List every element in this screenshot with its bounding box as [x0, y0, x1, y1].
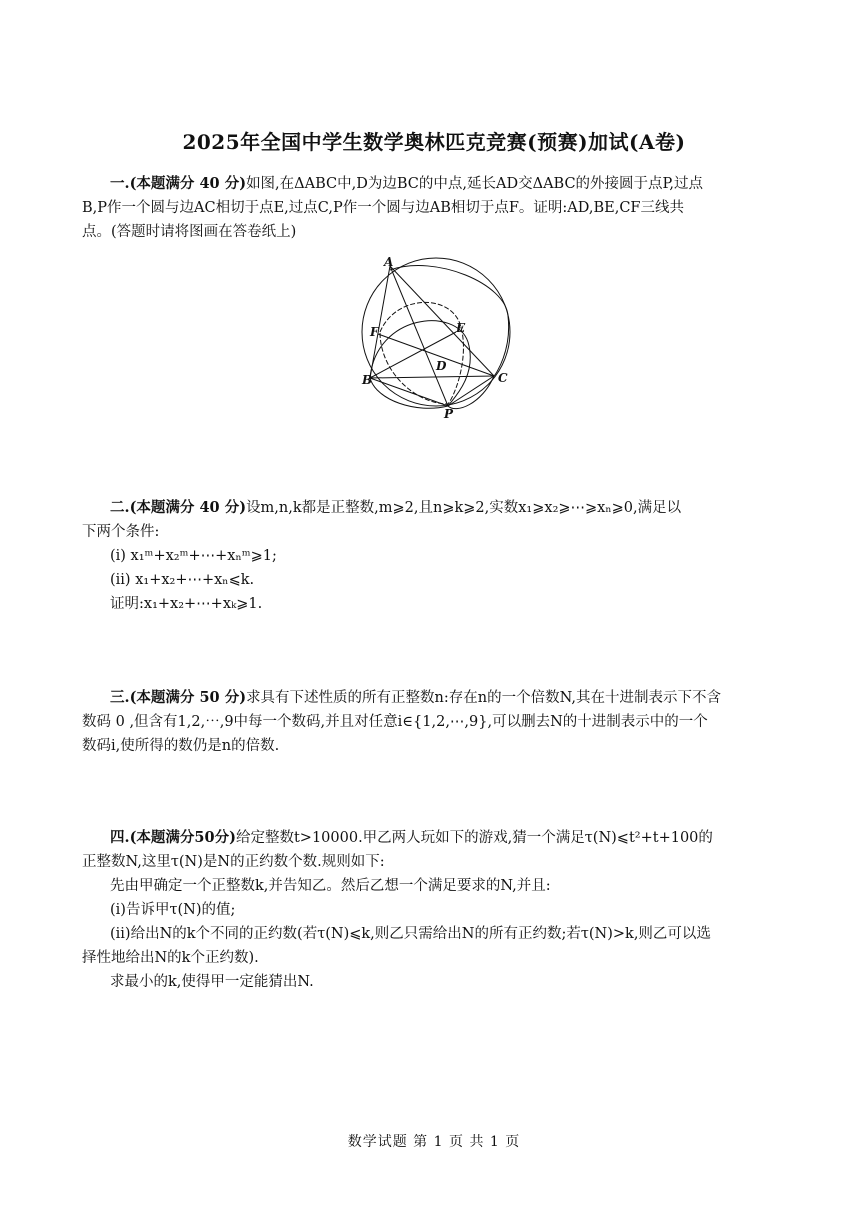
problem-3-text-1: 求具有下述性质的所有正整数n:存在n的一个倍数N,其在十进制表示下不含	[246, 690, 721, 706]
segment-bc	[370, 376, 494, 378]
problem-2	[82, 496, 788, 616]
problem-2-line-3: (i) x₁ᵐ+x₂ᵐ+⋯+xₙᵐ⩾1;	[110, 548, 277, 564]
page-footer: 数学试题 第 1 页 共 1 页	[347, 1134, 521, 1150]
problem-3-line-2: 数码 0 ,但含有1,2,⋯,9中每一个数码,并且对任意i∈{1,2,⋯,9},可以删去N的十进制表示中的一个	[82, 714, 708, 730]
point-label-f: F	[370, 325, 379, 339]
problem-4-line-2: 正整数N,这里τ(N)是N的正约数个数.规则如下:	[82, 854, 385, 870]
problem-2-text-1: 设m,n,k都是正整数,m⩾2,且n⩾k⩾2,实数x₁⩾x₂⩾⋯⩾xₙ⩾0,满足以	[246, 500, 682, 516]
problem-1-text-1: 如图,在ΔABC中,D为边BC的中点,延长AD交ΔABC的外接圆于点P,过点	[246, 176, 703, 192]
point-label-b: B	[362, 373, 373, 387]
problem-4-label: 四.	[110, 829, 130, 846]
problem-3-points: (本题满分 50 分)	[129, 689, 247, 706]
problem-3-line-1	[82, 686, 788, 710]
point-label-c: C	[498, 371, 508, 385]
problem-2-line-1	[82, 496, 788, 520]
point-label-e: E	[456, 321, 466, 335]
problem-2-label: 二.	[110, 499, 130, 516]
problem-2-points: (本题满分 40 分)	[129, 499, 247, 516]
problem-4-line-4: (i)告诉甲τ(N)的值;	[110, 902, 236, 918]
segment-ap	[390, 266, 448, 406]
problem-3-label: 三.	[110, 689, 130, 706]
problem-1-points: (本题满分 40 分)	[129, 175, 247, 192]
circumcircle	[362, 258, 510, 406]
problem-1-line-2: B,P作一个圆与边AC相切于点E,过点C,P作一个圆与边AB相切于点F。证明:AD,BE,CF三线共	[82, 200, 684, 216]
problem-4	[82, 826, 788, 994]
problem-3-line-3: 数码i,使所得的数仍是n的倍数.	[82, 738, 280, 754]
circle-cpf	[390, 266, 509, 409]
geometry-figure	[356, 254, 516, 424]
problem-2-line-2: 下两个条件:	[82, 524, 160, 540]
problem-1-line-3: 点。(答题时请将图画在答卷纸上)	[82, 224, 297, 240]
problem-3	[82, 686, 788, 758]
segment-bp	[370, 378, 448, 406]
inner-circle	[380, 302, 463, 404]
problem-4-text-1: 给定整数t>10000.甲乙两人玩如下的游戏,猜一个满足τ(N)⩽t²+t+100的	[235, 830, 713, 846]
problem-4-line-5: (ii)给出N的k个不同的正约数(若τ(N)⩽k,则乙只需给出N的所有正约数;若τ(N)>k,则乙可以选	[110, 926, 711, 942]
point-label-d: D	[436, 359, 447, 373]
problem-4-points: (本题满分50分)	[129, 829, 236, 846]
point-label-a: A	[384, 255, 394, 269]
problem-1	[82, 172, 788, 244]
problem-2-line-5: 证明:x₁+x₂+⋯+xₖ⩾1.	[110, 596, 263, 612]
problem-1-label: 一.	[110, 175, 130, 192]
problem-4-line-1	[82, 826, 788, 850]
problem-4-line-6: 择性地给出N的k个正约数).	[82, 950, 259, 966]
problem-4-line-3: 先由甲确定一个正整数k,并告知乙。然后乙想一个满足要求的N,并且:	[110, 878, 551, 894]
point-label-p: P	[444, 407, 454, 421]
page-title: 2025年全国中学生数学奥林匹克竞赛(预赛)加试(A卷)	[182, 130, 686, 154]
problem-1-line-1	[82, 172, 788, 196]
problem-2-line-4: (ii) x₁+x₂+⋯+xₙ⩽k.	[110, 572, 255, 588]
problem-4-line-7: 求最小的k,使得甲一定能猜出N.	[110, 974, 314, 990]
